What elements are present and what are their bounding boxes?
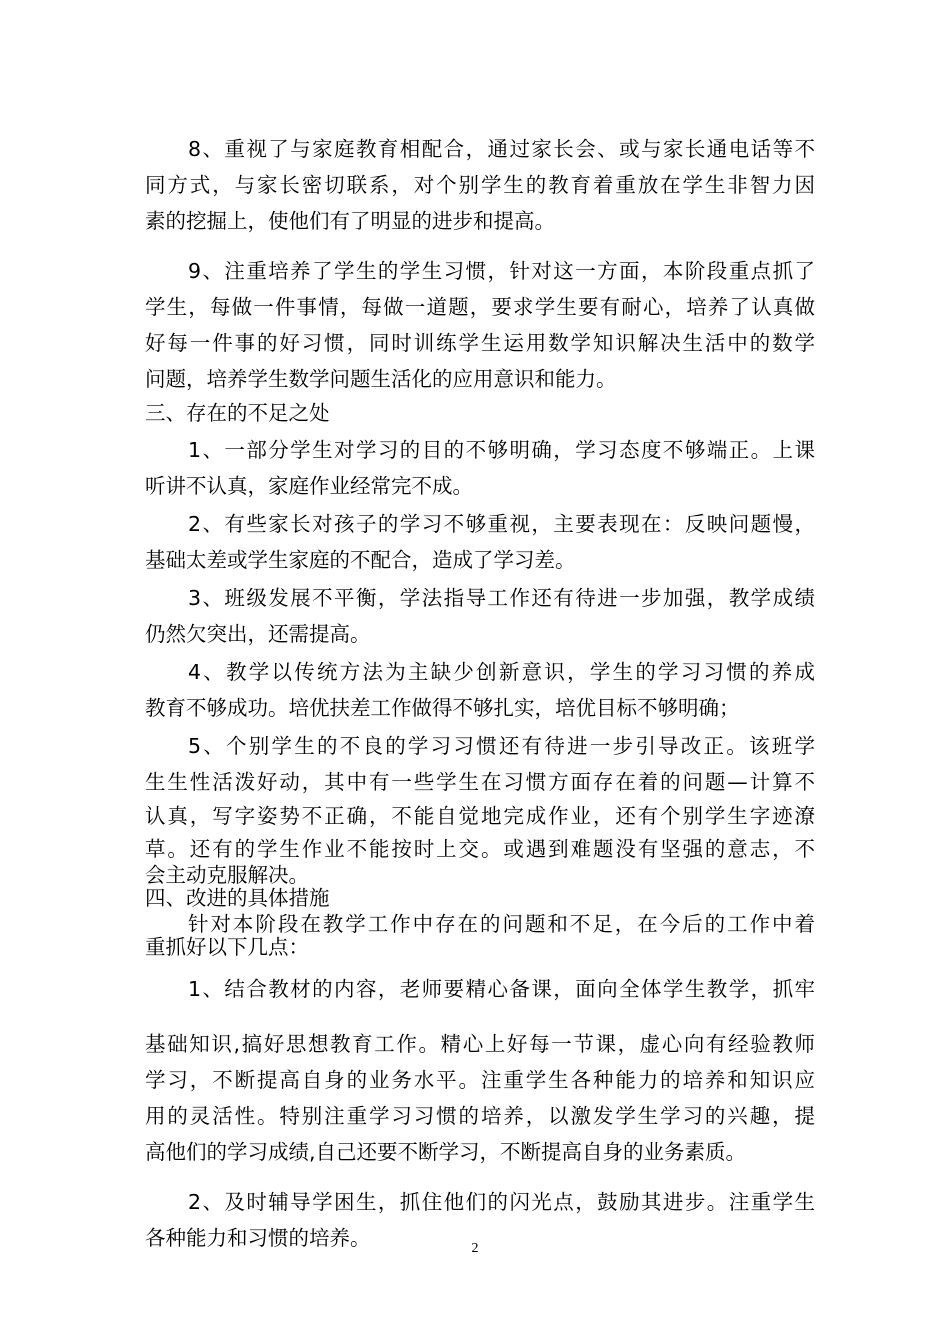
para-item-9-line-3: 好每一件事的好习惯，同时训练学生运用数学知识解决生活中的数学 (145, 331, 815, 355)
para-shortcoming-4-line-1: 4、教学以传统方法为主缺少创新意识，学生的学习习惯的养成 (188, 660, 815, 684)
para-item-8-line-2: 同方式，与家长密切联系，对个别学生的教育着重放在学生非智力因 (145, 173, 815, 197)
para-measure-2-line-1: 2、及时辅导学困生，抓住他们的闪光点，鼓励其进步。注重学生 (188, 1190, 815, 1214)
para-shortcoming-3-line-1: 3、班级发展不平衡，学法指导工作还有待进一步加强，教学成绩 (188, 586, 815, 610)
para-measure-1-line-4: 用的灵活性。特别注重学习习惯的培养，以激发学生学习的兴趣，提 (145, 1104, 815, 1128)
para-shortcoming-2-line-1: 2、有些家长对孩子的学习不够重视，主要表现在：反映问题慢， (188, 512, 815, 536)
para-item-8-line-3: 素的挖掘上，使他们有了明显的进步和提高。 (145, 209, 555, 233)
para-shortcoming-5-line-5: 会主动克服解决。 (145, 863, 309, 887)
para-measure-1-line-1: 1、结合教材的内容，老师要精心备课，面向全体学生教学，抓牢 (188, 977, 815, 1001)
para-item-9-line-1: 9、注重培养了学生的学生习惯，针对这一方面，本阶段重点抓了 (188, 259, 815, 283)
para-shortcoming-5-line-2: 生生性活泼好动，其中有一些学生在习惯方面存在着的问题—计算不 (145, 770, 815, 794)
para-measure-1-line-3: 学习，不断提高自身的业务水平。注重学生各种能力的培养和知识应 (145, 1068, 815, 1092)
para-shortcoming-1-line-1: 1、一部分学生对学习的目的不够明确，学习态度不够端正。上课 (188, 438, 815, 462)
para-shortcoming-5-line-4: 草。还有的学生作业不能按时上交。或遇到难题没有坚强的意志，不 (145, 837, 815, 861)
para-item-9-line-4: 问题，培养学生数学问题生活化的应用意识和能力。 (145, 367, 617, 391)
para-shortcoming-2-line-2: 基础太差或学生家庭的不配合，造成了学习差。 (145, 548, 576, 572)
para-measure-1-line-5: 高他们的学习成绩,自己还要不断学习，不断提高自身的业务素质。 (145, 1140, 747, 1164)
para-item-9-line-2: 学生，每做一件事情，每做一道题，要求学生要有耐心，培养了认真做 (145, 295, 815, 319)
para-shortcoming-1-line-2: 听讲不认真，家庭作业经常完不成。 (145, 474, 473, 498)
para-shortcoming-4-line-2: 教育不够成功。培优扶差工作做得不够扎实，培优目标不够明确； (145, 696, 740, 720)
page-number: 2 (471, 1241, 479, 1256)
para-measures-intro-line-2: 重抓好以下几点： (145, 935, 309, 959)
para-measure-2-line-2: 各种能力和习惯的培养。 (145, 1226, 371, 1250)
para-shortcoming-3-line-2: 仍然欠突出，还需提高。 (145, 622, 371, 646)
para-shortcoming-5-line-3: 认真，写字姿势不正确，不能自觉地完成作业，还有个别学生字迹潦 (145, 804, 815, 828)
heading-section-4-line-1: 四、改进的具体措施 (145, 886, 330, 910)
para-item-8-line-1: 8、重视了与家庭教育相配合，通过家长会、或与家长通电话等不 (188, 137, 815, 161)
para-measure-1-line-2: 基础知识,搞好思想教育工作。精心上好每一节课，虚心向有经验教师 (145, 1032, 815, 1056)
heading-section-3-line-1: 三、存在的不足之处 (145, 401, 330, 425)
para-shortcoming-5-line-1: 5、个别学生的不良的学习习惯还有待进一步引导改正。该班学 (188, 734, 815, 758)
para-measures-intro-line-1: 针对本阶段在教学工作中存在的问题和不足，在今后的工作中着 (188, 912, 815, 936)
